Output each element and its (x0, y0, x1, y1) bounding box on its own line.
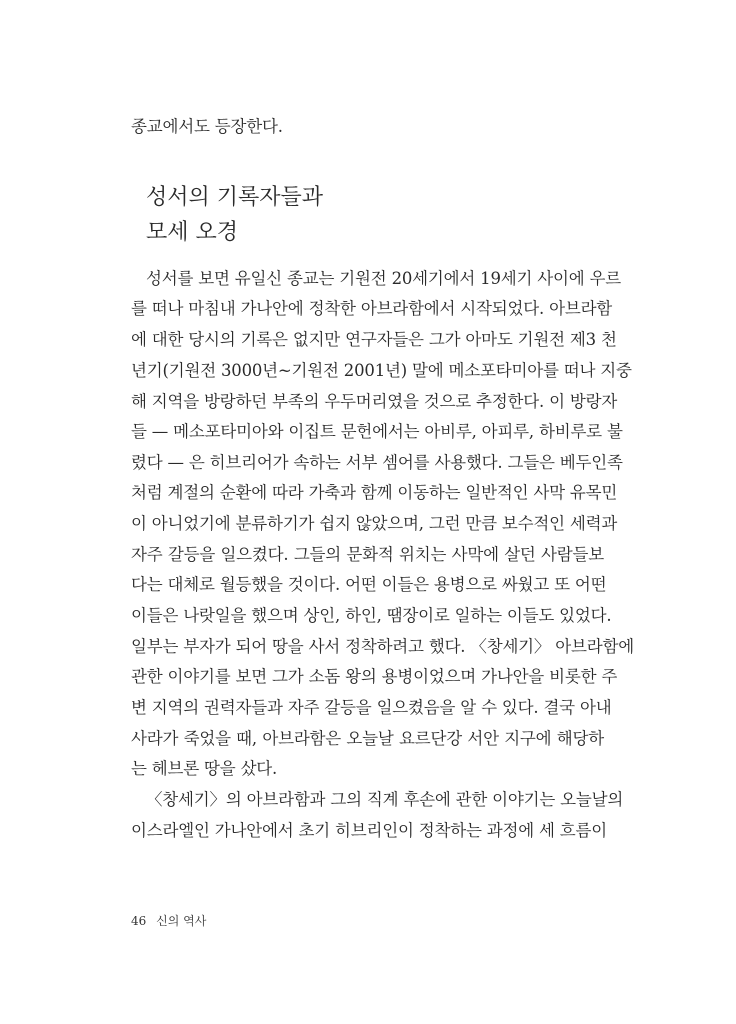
paragraph-1-line: 다는 대체로 월등했을 것이다. 어떤 이들은 용병으로 싸웠고 또 어떤 (131, 575, 607, 594)
paragraph-1-line: 이 아니었기에 분류하기가 쉽지 않았으며, 그런 만큼 보수적인 세력과 (131, 514, 618, 533)
paragraph-1-line: 자주 갈등을 일으켰다. 그들의 문화적 위치는 사막에 살던 사람들보 (131, 545, 604, 564)
paragraph-1-line: 들 — 메소포타미아와 이집트 문헌에서는 아비루, 아피루, 하비루로 불 (131, 422, 623, 441)
paragraph-1-line: 처럼 계절의 순환에 따라 가축과 함께 이동하는 일반적인 사막 유목민 (131, 483, 618, 502)
paragraph-1-line: 사라가 죽었을 때, 아브라함은 오늘날 요르단강 서안 지구에 해당하 (131, 729, 604, 748)
paragraph-1-line: 렸다 — 은 히브리어가 속하는 서부 셈어를 사용했다. 그들은 베두인족 (131, 453, 623, 472)
paragraph-1-line: 이들은 나랏일을 했으며 상인, 하인, 땜장이로 일하는 이들도 있었다. (131, 606, 612, 625)
paragraph-1-line: 를 떠나 마침내 가나안에 정착한 아브라함에서 시작되었다. 아브라함 (131, 299, 613, 318)
section-heading-line-2: 모세 오경 (146, 220, 239, 245)
paragraph-1-line: 일부는 부자가 되어 땅을 사서 정착하려고 했다. 〈창세기〉 아브라함에 (131, 637, 634, 656)
paragraph-2-line: 〈창세기〉의 아브라함과 그의 직계 후손에 관한 이야기는 오늘날의 (146, 790, 624, 809)
paragraph-2-line: 이스라엘인 가나안에서 초기 히브리인이 정착하는 과정에 세 흐름이 (131, 821, 608, 840)
lead-line: 종교에서도 등장한다. (131, 117, 283, 136)
running-title: 신의 역사 (156, 914, 207, 928)
paragraph-1-line: 관한 이야기를 보면 그가 소돔 왕의 용병이었으며 가나안을 비롯한 주 (131, 667, 618, 686)
paragraph-1-line: 는 헤브론 땅을 샀다. (131, 759, 278, 778)
paragraph-1-line: 해 지역을 방랑하던 부족의 우두머리였을 것으로 추정한다. 이 방랑자 (131, 392, 618, 411)
paragraph-1-line: 년기(기원전 3000년~기원전 2001년) 말에 메소포타미아를 떠나 지중 (131, 361, 632, 380)
paragraph-1-line: 에 대한 당시의 기록은 없지만 연구자들은 그가 아마도 기원전 제3 천 (131, 330, 617, 349)
paragraph-1-line: 변 지역의 권력자들과 자주 갈등을 일으켰음을 알 수 있다. 결국 아내 (131, 698, 612, 717)
paragraph-1-line: 성서를 보면 유일신 종교는 기원전 20세기에서 19세기 사이에 우르 (146, 269, 622, 288)
page-number: 46 (131, 914, 147, 928)
page-footer (131, 913, 206, 929)
section-heading-line-1: 성서의 기록자들과 (146, 185, 324, 210)
